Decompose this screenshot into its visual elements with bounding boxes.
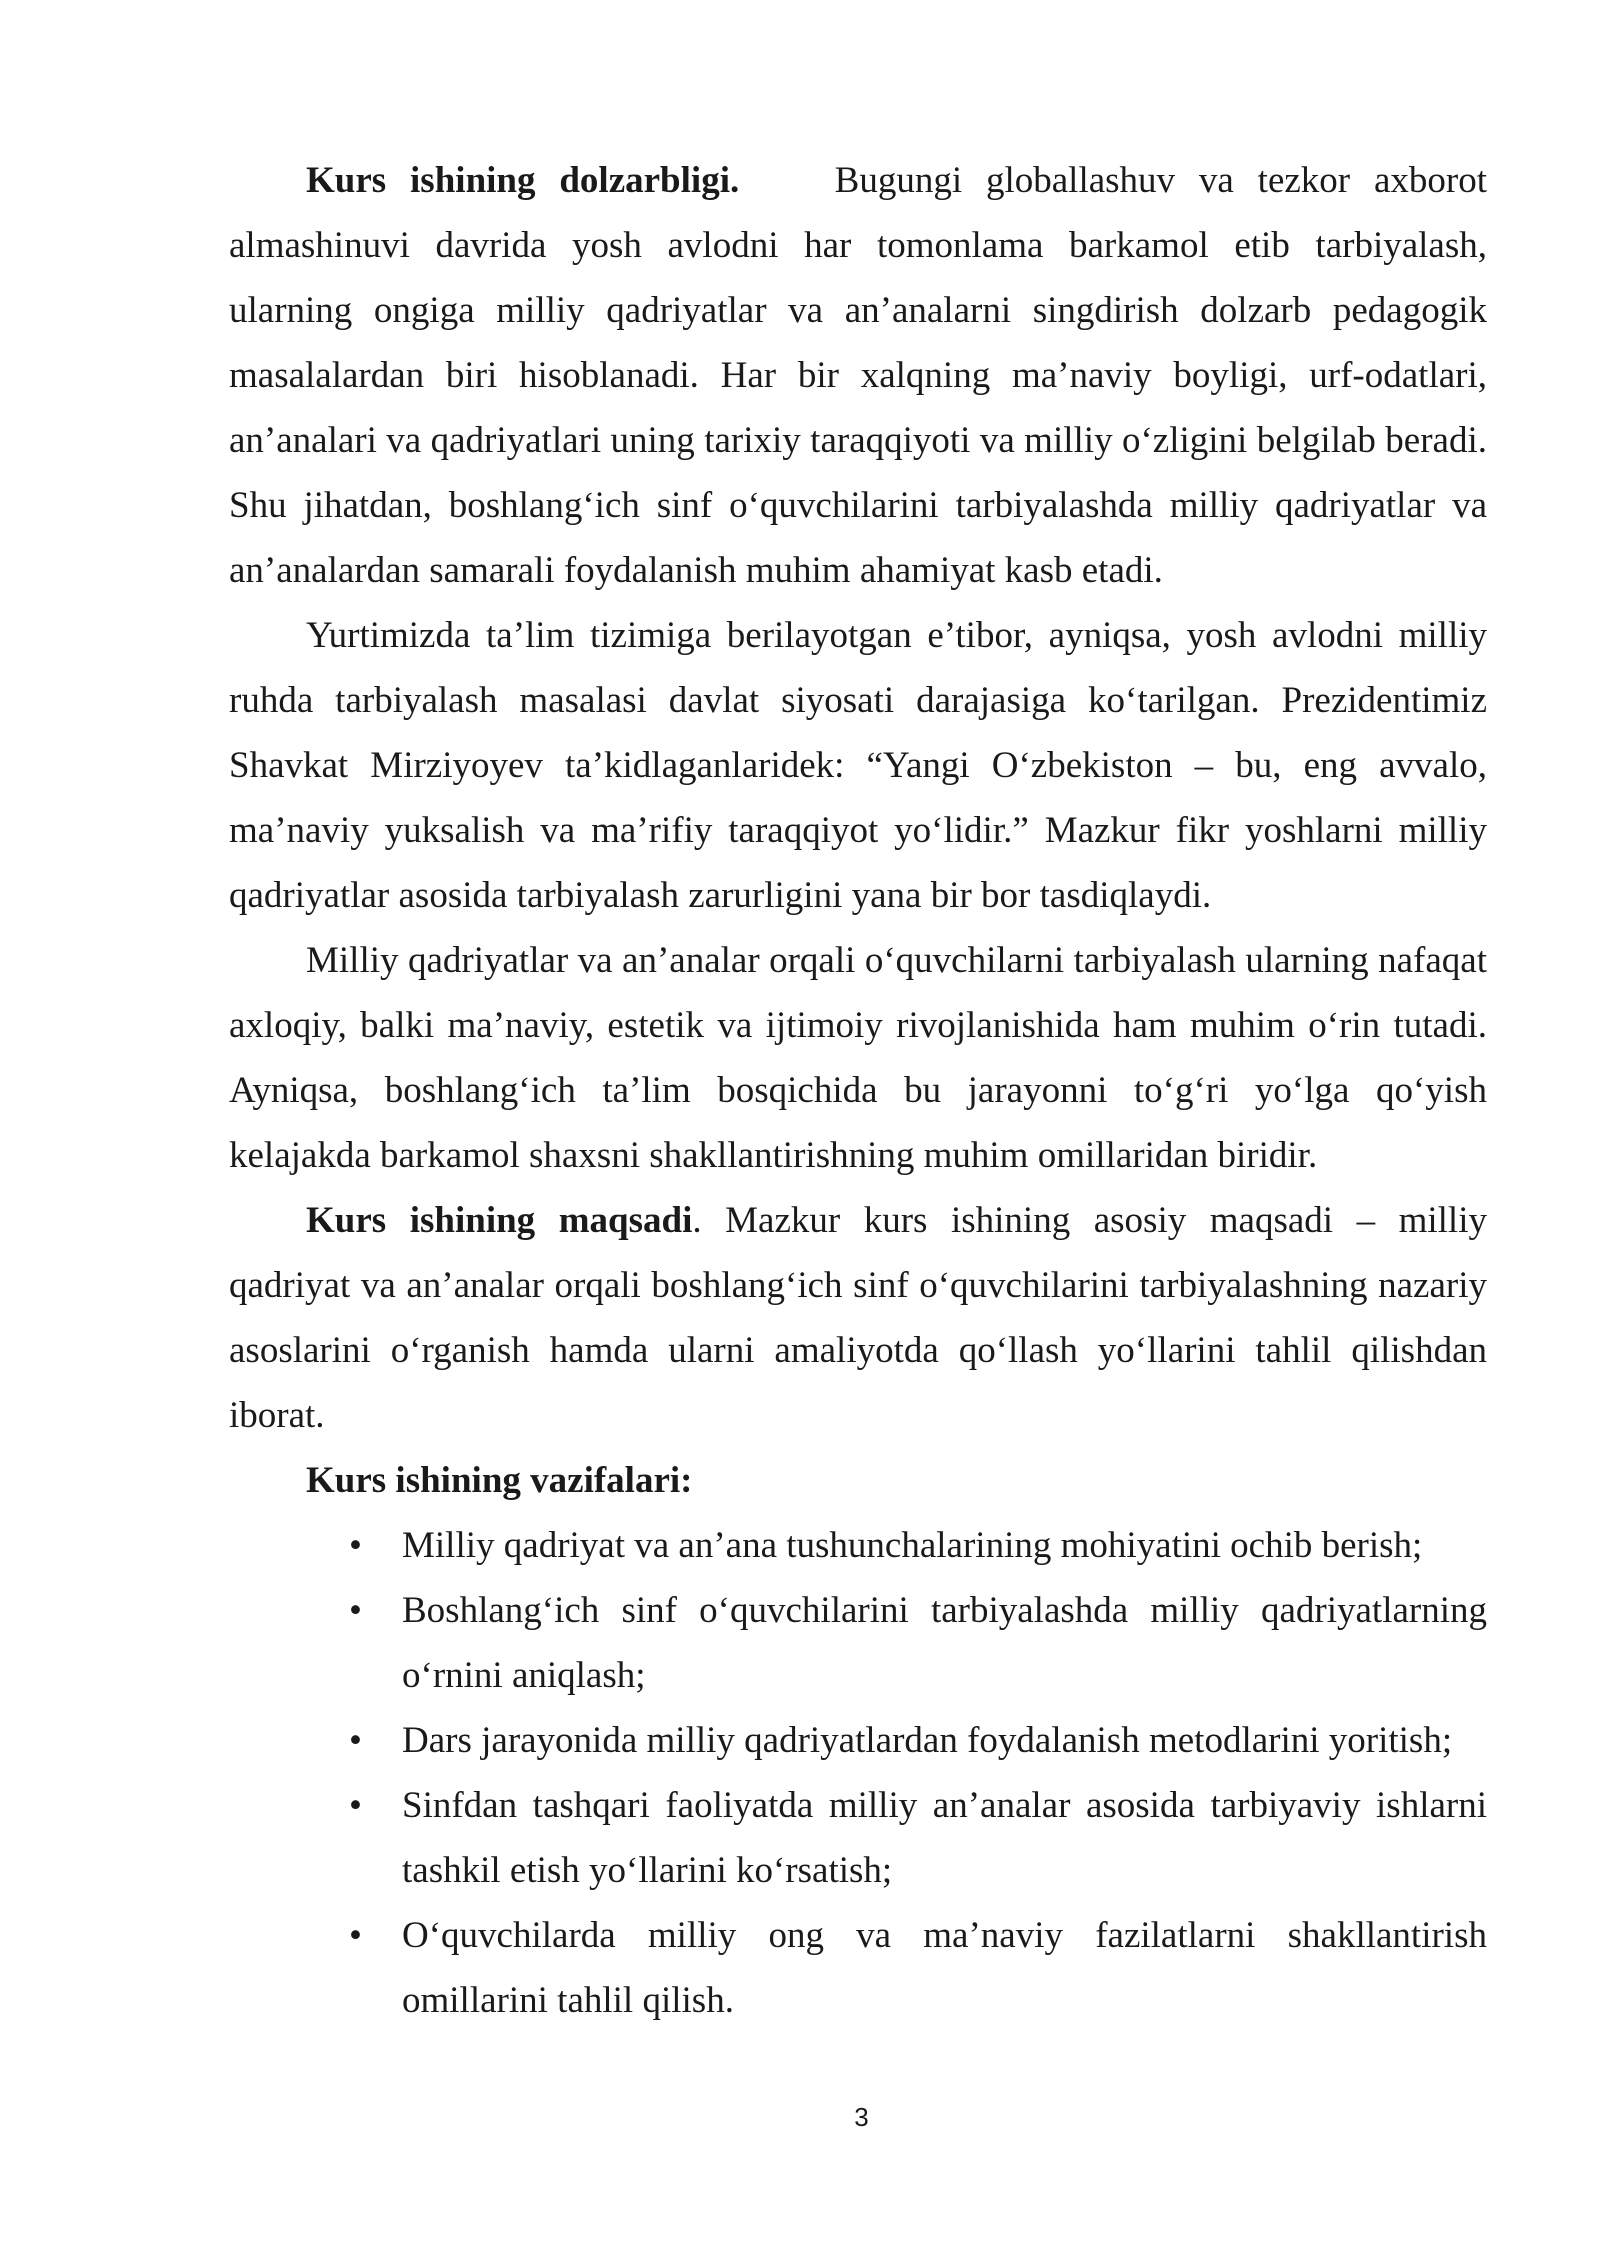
bullet-icon: • (349, 1720, 362, 1761)
paragraph-state-policy: Yurtimizda ta’lim tizimiga berilayotgan e’tibor, ayniqsa, yosh avlodni milliy ruhda tarbiyalash masalasi davlat siyosati darajasiga ko‘tarilgan. Prezidentimiz Shavkat Mirziyoyev ta’kidlaganlaridek: “Yangi O‘zbekiston – bu, eng avvalo, ma’naviy yuksalish va ma’rifiy taraqqiyot yo‘lidir.” Mazkur fikr yoshlarni milliy qadriyatlar asosida tarbiyalash zarurligini yana bir bor tasdiqlaydi. (229, 615, 1487, 916)
list-item (349, 1708, 1487, 1773)
paragraph-goal (229, 1188, 1487, 1448)
bullet-icon: • (349, 1590, 362, 1631)
list-item (349, 1903, 1487, 2033)
bullet-icon: • (349, 1525, 362, 1566)
bullet-icon: • (349, 1915, 362, 1956)
task-text: Milliy qadriyat va an’ana tushunchalarining mohiyatini ochib berish; (402, 1525, 1423, 1566)
list-item (349, 1513, 1487, 1578)
goal-text: . Mazkur kurs ishining asosiy maqsadi – milliy qadriyat va an’analar orqali boshlang‘ich sinf o‘quvchilarini tarbiyalashning nazariy asoslarini o‘rganish hamda ularni amaliyotda qo‘llash yo‘llarini tahlil qilishdan iborat. (229, 1200, 1487, 1436)
paragraph-upbringing: Milliy qadriyatlar va an’analar orqali o‘quvchilarni tarbiyalash ularning nafaqat axloqiy, balki ma’naviy, estetik va ijtimoiy rivojlanishida ham muhim o‘rin tutadi. Ayniqsa, boshlang‘ich ta’lim bosqichida bu jarayonni to‘g‘ri yo‘lga qo‘yish kelajakda barkamol shaxsni shakllantirishning muhim omillaridan biridir. (229, 940, 1487, 1176)
tasks-heading: Kurs ishining vazifalari: (306, 1460, 693, 1501)
paragraph-relevance (229, 148, 1487, 603)
task-text: Sinfdan tashqari faoliyatda milliy an’analar asosida tarbiyaviy ishlarni tashkil etish yo‘llarini ko‘rsatish; (402, 1785, 1487, 1891)
goal-heading: Kurs ishining maqsadi (306, 1200, 693, 1241)
list-item (349, 1578, 1487, 1708)
document-page (229, 148, 1487, 2033)
task-text: O‘quvchilarda milliy ong va ma’naviy fazilatlarni shakllantirish omillarini tahlil qilish. (402, 1915, 1487, 2021)
page-number: 3 (854, 2102, 869, 2132)
task-text: Dars jarayonida milliy qadriyatlardan foydalanish metodlarini yoritish; (402, 1720, 1453, 1761)
bullet-icon: • (349, 1785, 362, 1826)
relevance-heading: Kurs ishining dolzarbligi. (306, 160, 740, 201)
tasks-list (229, 1513, 1487, 2033)
list-item (349, 1773, 1487, 1903)
relevance-text: Bugungi globallashuv va tezkor axborot almashinuvi davrida yosh avlodni har tomonlama barkamol etib tarbiyalash, ularning ongiga milliy qadriyatlar va an’analarni singdirish dolzarb pedagogik masalalardan biri hisoblanadi. Har bir xalqning ma’naviy boyligi, urf-odatlari, an’analari va qadriyatlari uning tarixiy taraqqiyoti va milliy o‘zligini belgilab beradi. Shu jihatdan, boshlang‘ich sinf o‘quvchilarini tarbiyalashda milliy qadriyatlar va an’analardan samarali foydalanish muhim ahamiyat kasb etadi. (229, 160, 1488, 591)
task-text: Boshlang‘ich sinf o‘quvchilarini tarbiyalashda milliy qadriyatlarning o‘rnini aniqlash; (402, 1590, 1487, 1696)
